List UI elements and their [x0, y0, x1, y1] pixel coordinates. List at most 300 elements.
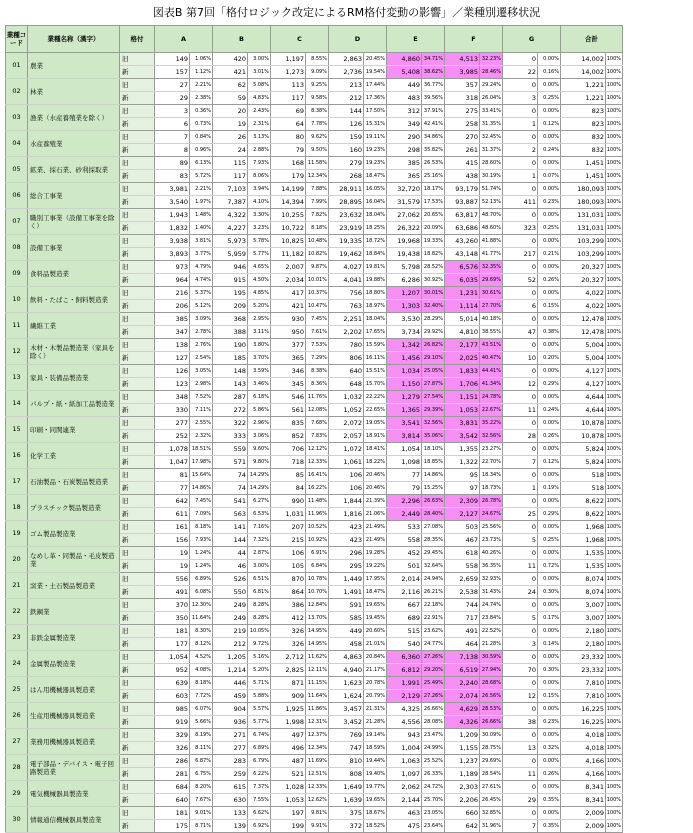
count-cell: 718 — [271, 456, 306, 469]
total-percent-cell: 100% — [606, 235, 623, 248]
percent-cell: 22.67% — [480, 404, 503, 417]
rating-label: 旧 — [120, 625, 155, 638]
percent-cell: 19.23% — [364, 144, 387, 157]
count-cell: 1 — [503, 170, 538, 183]
industry-name: なめし革・同製品・毛皮製造業 — [28, 547, 120, 573]
percent-cell: 0.00% — [538, 547, 561, 560]
count-cell: 541 — [213, 495, 248, 508]
count-cell: 2,177 — [445, 339, 480, 352]
total-percent-cell: 100% — [606, 547, 623, 560]
percent-cell: 7.68% — [306, 417, 329, 430]
percent-cell: 6.53% — [248, 508, 271, 521]
count-cell: 1,237 — [445, 755, 480, 768]
percent-cell: 9.81% — [306, 807, 329, 820]
count-cell: 19,335 — [329, 235, 364, 248]
percent-cell: 20.78% — [364, 677, 387, 690]
count-cell: 2,863 — [329, 53, 364, 66]
total-percent-cell: 100% — [606, 66, 623, 79]
table-row — [6, 807, 623, 820]
count-cell: 3,814 — [387, 430, 422, 443]
percent-cell: 0.00% — [538, 755, 561, 768]
percent-cell: 27.26% — [422, 651, 445, 664]
percent-cell: 8.36% — [306, 378, 329, 391]
rating-label: 旧 — [120, 495, 155, 508]
total-cell: 8,341 — [561, 794, 606, 807]
industry-code: 15 — [6, 417, 28, 443]
count-cell: 1,624 — [329, 690, 364, 703]
count-cell: 2,736 — [329, 66, 364, 79]
count-cell: 6 — [503, 300, 538, 313]
count-cell: 179 — [271, 170, 306, 183]
industry-code: 20 — [6, 547, 28, 573]
count-cell: 19,968 — [387, 235, 422, 248]
count-cell: 1 — [503, 482, 538, 495]
count-cell: 19,462 — [329, 248, 364, 261]
industry-name: プラスチック製品製造業 — [28, 495, 120, 521]
total-percent-cell: 100% — [606, 534, 623, 547]
rating-label: 旧 — [120, 365, 155, 378]
percent-cell: 25.52% — [422, 755, 445, 768]
rating-label: 旧 — [120, 157, 155, 170]
count-cell: 1,639 — [329, 794, 364, 807]
count-cell: 491 — [155, 586, 190, 599]
count-cell: 487 — [271, 755, 306, 768]
percent-cell: 0.00% — [538, 807, 561, 820]
total-percent-cell: 100% — [606, 690, 623, 703]
count-cell: 141 — [213, 521, 248, 534]
count-cell: 59 — [213, 92, 248, 105]
count-cell: 28,911 — [329, 183, 364, 196]
count-cell: 79 — [271, 144, 306, 157]
count-cell: 144 — [213, 534, 248, 547]
total-cell: 1,451 — [561, 157, 606, 170]
percent-cell: 0.00% — [538, 365, 561, 378]
count-cell: 0 — [503, 677, 538, 690]
percent-cell: 11.62% — [306, 651, 329, 664]
percent-cell: 10.05% — [248, 625, 271, 638]
count-cell: 0 — [503, 651, 538, 664]
count-cell: 1,449 — [329, 573, 364, 586]
count-cell: 270 — [445, 131, 480, 144]
total-percent-cell: 100% — [606, 391, 623, 404]
count-cell: 2,202 — [329, 326, 364, 339]
total-percent-cell: 100% — [606, 339, 623, 352]
percent-cell: 12.33% — [306, 456, 329, 469]
count-cell: 1,623 — [329, 677, 364, 690]
count-cell: 706 — [271, 443, 306, 456]
percent-cell: 2.54% — [190, 352, 213, 365]
total-percent-cell: 100% — [606, 716, 623, 729]
count-cell: 212 — [329, 92, 364, 105]
percent-cell: 30.61% — [480, 287, 503, 300]
count-cell: 126 — [329, 118, 364, 131]
percent-cell: 2.78% — [190, 326, 213, 339]
count-cell: 0 — [503, 729, 538, 742]
percent-cell: 32.40% — [422, 300, 445, 313]
count-cell: 871 — [271, 677, 306, 690]
percent-cell: 6.92% — [248, 820, 271, 833]
percent-cell: 0.26% — [538, 768, 561, 781]
percent-cell: 3.70% — [248, 352, 271, 365]
percent-cell: 0.00% — [538, 703, 561, 716]
count-cell: 420 — [213, 53, 248, 66]
count-cell: 496 — [271, 742, 306, 755]
percent-cell: 23.84% — [480, 612, 503, 625]
count-cell: 117 — [271, 92, 306, 105]
count-cell: 0 — [503, 625, 538, 638]
count-cell: 1,054 — [155, 651, 190, 664]
percent-cell: 9.72% — [248, 638, 271, 651]
table-row — [6, 235, 623, 248]
percent-cell: 6.89% — [190, 573, 213, 586]
total-cell: 1,535 — [561, 547, 606, 560]
count-cell: 412 — [271, 612, 306, 625]
count-cell: 0 — [503, 261, 538, 274]
industry-code: 07 — [6, 209, 28, 235]
percent-cell: 32.64% — [422, 560, 445, 573]
total-cell: 180,093 — [561, 196, 606, 209]
count-cell: 7 — [503, 820, 538, 833]
percent-cell: 10.52% — [306, 521, 329, 534]
count-cell: 558 — [387, 534, 422, 547]
count-cell: 385 — [155, 313, 190, 326]
count-cell: 19 — [155, 547, 190, 560]
count-cell: 157 — [155, 66, 190, 79]
count-cell: 84 — [271, 482, 306, 495]
count-cell: 2,129 — [387, 690, 422, 703]
total-percent-cell: 100% — [606, 274, 623, 287]
percent-cell: 12.51% — [306, 768, 329, 781]
percent-cell: 8.12% — [190, 638, 213, 651]
percent-cell: 12.37% — [306, 729, 329, 742]
count-cell: 1,943 — [155, 209, 190, 222]
industry-code: 10 — [6, 287, 28, 313]
percent-cell: 5.08% — [248, 79, 271, 92]
count-cell: 209 — [213, 300, 248, 313]
percent-cell: 19.65% — [364, 599, 387, 612]
count-cell: 4,629 — [445, 703, 480, 716]
header-col-a: A — [155, 26, 213, 53]
percent-cell: 5.37% — [190, 287, 213, 300]
percent-cell: 19.77% — [364, 781, 387, 794]
rating-label: 旧 — [120, 547, 155, 560]
total-cell: 518 — [561, 469, 606, 482]
percent-cell: 7.55% — [248, 794, 271, 807]
percent-cell: 6.74% — [248, 729, 271, 742]
percent-cell: 7.61% — [306, 326, 329, 339]
total-cell: 7,810 — [561, 677, 606, 690]
count-cell: 19 — [155, 560, 190, 573]
count-cell: 14,394 — [271, 196, 306, 209]
count-cell: 1,097 — [387, 768, 422, 781]
percent-cell: 23.64% — [422, 820, 445, 833]
count-cell: 190 — [213, 339, 248, 352]
count-cell: 4,810 — [445, 326, 480, 339]
rating-label: 新 — [120, 794, 155, 807]
count-cell: 5,973 — [213, 235, 248, 248]
total-percent-cell: 100% — [606, 92, 623, 105]
industry-code: 23 — [6, 625, 28, 651]
industry-name: ゴム製品製造業 — [28, 521, 120, 547]
percent-cell: 15.25% — [422, 482, 445, 495]
percent-cell: 32.85% — [480, 807, 503, 820]
percent-cell: 48.60% — [480, 222, 503, 235]
percent-cell: 0.00% — [538, 677, 561, 690]
count-cell: 6,035 — [445, 274, 480, 287]
industry-name: 金属製品製造業 — [28, 651, 120, 677]
percent-cell: 22.22% — [364, 391, 387, 404]
count-cell: 149 — [155, 53, 190, 66]
total-cell: 1,451 — [561, 170, 606, 183]
percent-cell: 30.19% — [480, 170, 503, 183]
count-cell: 3,530 — [387, 313, 422, 326]
percent-cell: 5.72% — [190, 170, 213, 183]
count-cell: 28 — [503, 430, 538, 443]
count-cell: 19 — [213, 118, 248, 131]
count-cell: 148 — [213, 365, 248, 378]
count-cell: 113 — [271, 79, 306, 92]
count-cell: 640 — [155, 794, 190, 807]
percent-cell: 4.79% — [190, 261, 213, 274]
count-cell: 950 — [271, 326, 306, 339]
percent-cell: 2.87% — [248, 547, 271, 560]
header-col-c: C — [271, 26, 329, 53]
total-cell: 518 — [561, 482, 606, 495]
percent-cell: 30.59% — [480, 651, 503, 664]
count-cell: 756 — [329, 287, 364, 300]
percent-cell: 26.56% — [480, 690, 503, 703]
count-cell: 161 — [155, 521, 190, 534]
table-row — [6, 209, 623, 222]
count-cell: 69 — [271, 105, 306, 118]
total-percent-cell: 100% — [606, 79, 623, 92]
count-cell: 175 — [155, 820, 190, 833]
total-percent-cell: 100% — [606, 742, 623, 755]
percent-cell: 2.55% — [190, 417, 213, 430]
count-cell: 546 — [271, 391, 306, 404]
count-cell: 561 — [271, 404, 306, 417]
percent-cell: 31.37% — [480, 144, 503, 157]
count-cell: 1,832 — [155, 222, 190, 235]
count-cell: 919 — [155, 716, 190, 729]
total-percent-cell: 100% — [606, 209, 623, 222]
percent-cell: 18.52% — [364, 820, 387, 833]
total-percent-cell: 100% — [606, 287, 623, 300]
percent-cell: 30.01% — [422, 287, 445, 300]
count-cell: 591 — [329, 599, 364, 612]
total-percent-cell: 100% — [606, 222, 623, 235]
total-percent-cell: 100% — [606, 482, 623, 495]
rating-label: 新 — [120, 66, 155, 79]
count-cell: 648 — [329, 378, 364, 391]
percent-cell: 3.80% — [248, 339, 271, 352]
table-row — [6, 287, 623, 300]
count-cell: 0 — [503, 781, 538, 794]
percent-cell: 6.62% — [248, 807, 271, 820]
percent-cell: 29.10% — [422, 352, 445, 365]
total-cell: 1,221 — [561, 92, 606, 105]
total-percent-cell: 100% — [606, 183, 623, 196]
industry-code: 27 — [6, 729, 28, 755]
count-cell: 3,938 — [155, 235, 190, 248]
count-cell: 0 — [503, 183, 538, 196]
percent-cell: 0.07% — [538, 170, 561, 183]
industry-name: 生産用機械器具製造業 — [28, 703, 120, 729]
count-cell: 526 — [213, 573, 248, 586]
count-cell: 0 — [503, 573, 538, 586]
count-cell: 1,706 — [445, 378, 480, 391]
rating-label: 新 — [120, 118, 155, 131]
percent-cell: 9.01% — [190, 807, 213, 820]
percent-cell: 6.81% — [248, 586, 271, 599]
percent-cell: 12.31% — [306, 716, 329, 729]
count-cell: 47 — [503, 326, 538, 339]
industry-code: 04 — [6, 131, 28, 157]
percent-cell: 20.84% — [364, 651, 387, 664]
count-cell: 74 — [213, 482, 248, 495]
percent-cell: 6.13% — [190, 157, 213, 170]
percent-cell: 8.20% — [190, 781, 213, 794]
percent-cell: 1.06% — [190, 53, 213, 66]
count-cell: 258 — [445, 118, 480, 131]
percent-cell: 0.23% — [538, 716, 561, 729]
percent-cell: 2.21% — [190, 79, 213, 92]
rating-label: 新 — [120, 612, 155, 625]
count-cell: 475 — [387, 820, 422, 833]
count-cell: 368 — [213, 313, 248, 326]
industry-name: 石油製品・石炭製品製造業 — [28, 469, 120, 495]
percent-cell: 22.70% — [480, 456, 503, 469]
total-cell: 4,022 — [561, 300, 606, 313]
percent-cell: 22.18% — [422, 599, 445, 612]
count-cell: 8 — [155, 144, 190, 157]
count-cell: 1,649 — [329, 781, 364, 794]
percent-cell: 19.65% — [364, 794, 387, 807]
percent-cell: 18.51% — [190, 443, 213, 456]
count-cell: 7,387 — [213, 196, 248, 209]
count-cell: 219 — [213, 625, 248, 638]
count-cell: 973 — [155, 261, 190, 274]
percent-cell: 25.56% — [480, 521, 503, 534]
count-cell: 1,028 — [271, 781, 306, 794]
count-cell: 0 — [503, 469, 538, 482]
percent-cell: 30.09% — [480, 729, 503, 742]
percent-cell: 6.18% — [248, 391, 271, 404]
count-cell: 2,251 — [329, 313, 364, 326]
count-cell: 0 — [503, 313, 538, 326]
percent-cell: 19.54% — [364, 66, 387, 79]
percent-cell: 21.31% — [364, 703, 387, 716]
percent-cell: 2.43% — [248, 105, 271, 118]
percent-cell: 35.22% — [480, 417, 503, 430]
percent-cell: 3.30% — [248, 209, 271, 222]
percent-cell: 12.08% — [306, 404, 329, 417]
count-cell: 0 — [503, 521, 538, 534]
count-cell: 1,054 — [387, 443, 422, 456]
total-percent-cell: 100% — [606, 599, 623, 612]
count-cell: 298 — [387, 144, 422, 157]
count-cell: 491 — [445, 625, 480, 638]
rating-label: 新 — [120, 768, 155, 781]
count-cell: 11,182 — [271, 248, 306, 261]
percent-cell: 0.00% — [538, 261, 561, 274]
percent-cell: 37.91% — [422, 105, 445, 118]
total-percent-cell: 100% — [606, 768, 623, 781]
percent-cell: 5.71% — [248, 677, 271, 690]
total-percent-cell: 100% — [606, 677, 623, 690]
percent-cell: 0.17% — [538, 612, 561, 625]
total-percent-cell: 100% — [606, 443, 623, 456]
percent-cell: 8.06% — [248, 170, 271, 183]
percent-cell: 19.40% — [364, 768, 387, 781]
percent-cell: 3.81% — [190, 235, 213, 248]
count-cell: 83 — [155, 170, 190, 183]
total-cell: 5,004 — [561, 352, 606, 365]
industry-code: 21 — [6, 573, 28, 599]
percent-cell: 23.05% — [422, 807, 445, 820]
count-cell: 23,632 — [329, 209, 364, 222]
percent-cell: 0.73% — [190, 118, 213, 131]
rating-label: 旧 — [120, 469, 155, 482]
percent-cell: 7.67% — [190, 794, 213, 807]
table-row — [6, 781, 623, 794]
count-cell: 852 — [271, 430, 306, 443]
percent-cell: 31.43% — [480, 586, 503, 599]
count-cell: 1,034 — [387, 365, 422, 378]
percent-cell: 16.41% — [306, 469, 329, 482]
percent-cell: 10.37% — [306, 287, 329, 300]
percent-cell: 39.56% — [422, 92, 445, 105]
table-row — [6, 443, 623, 456]
percent-cell: 38.62% — [422, 66, 445, 79]
table-row — [6, 261, 623, 274]
header-rating: 格付 — [120, 26, 155, 53]
percent-cell: 27.87% — [422, 378, 445, 391]
count-cell: 3,985 — [445, 66, 480, 79]
percent-cell: 32.35% — [480, 261, 503, 274]
rating-label: 新 — [120, 222, 155, 235]
percent-cell: 0.14% — [538, 638, 561, 651]
rating-label: 新 — [120, 508, 155, 521]
percent-cell: 5.12% — [190, 300, 213, 313]
count-cell: 329 — [155, 729, 190, 742]
count-cell: 449 — [387, 79, 422, 92]
percent-cell: 21.39% — [364, 495, 387, 508]
count-cell: 611 — [155, 508, 190, 521]
percent-cell: 12.12% — [306, 443, 329, 456]
percent-cell: 23.27% — [480, 443, 503, 456]
count-cell: 1,053 — [271, 794, 306, 807]
total-cell: 4,018 — [561, 729, 606, 742]
count-cell: 2,127 — [445, 508, 480, 521]
count-cell: 1,032 — [329, 391, 364, 404]
percent-cell: 4.65% — [248, 261, 271, 274]
percent-cell: 28.60% — [480, 157, 503, 170]
count-cell: 272 — [213, 404, 248, 417]
industry-name: 職別工事業（設備工事業を除く） — [28, 209, 120, 235]
industry-code: 18 — [6, 495, 28, 521]
count-cell: 0 — [503, 105, 538, 118]
count-cell: 3,457 — [329, 703, 364, 716]
count-cell: 85 — [271, 469, 306, 482]
rating-label: 新 — [120, 378, 155, 391]
percent-cell: 7.37% — [248, 781, 271, 794]
percent-cell: 27.94% — [480, 664, 503, 677]
count-cell: 215 — [271, 534, 306, 547]
percent-cell: 9.87% — [306, 261, 329, 274]
count-cell: 333 — [213, 430, 248, 443]
count-cell: 1,273 — [271, 66, 306, 79]
